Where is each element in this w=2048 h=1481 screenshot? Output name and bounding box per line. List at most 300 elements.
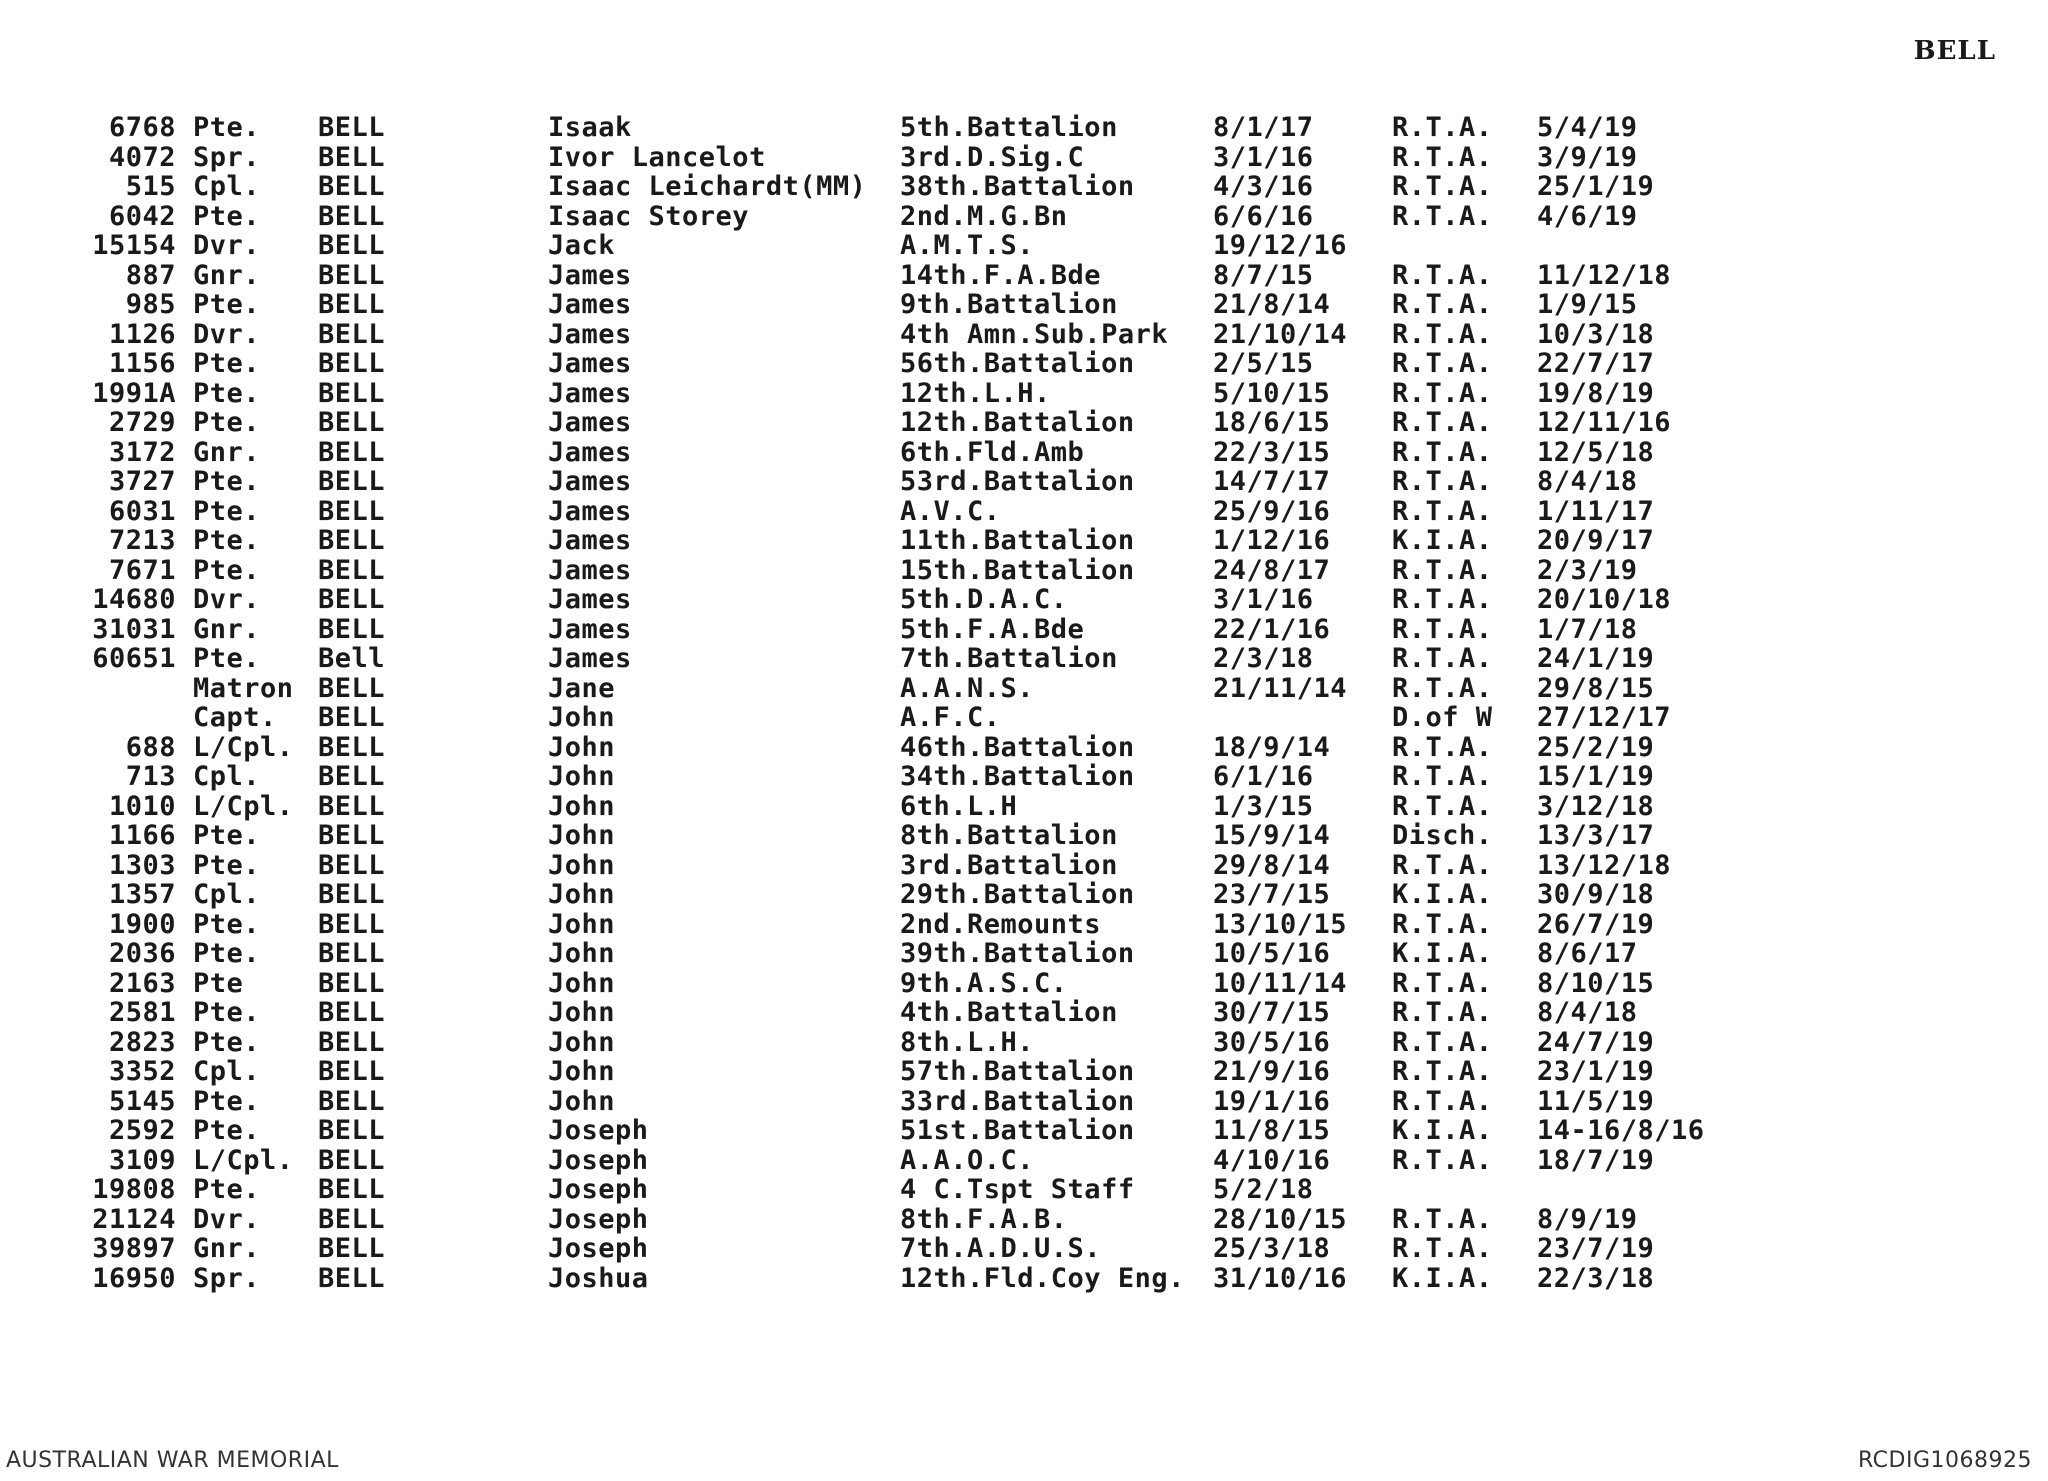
rank: Pte. — [193, 407, 261, 438]
surname: BELL — [318, 348, 386, 379]
rank: Pte. — [193, 849, 261, 881]
roll-entry — [0, 733, 2048, 763]
fate: K.I.A. — [1392, 1262, 1493, 1294]
fate-date: 30/9/18 — [1537, 879, 1655, 910]
rank: Pte. — [193, 289, 261, 320]
archive-reference: RCDIG1068925 — [1857, 1448, 2032, 1473]
enlistment-date: 6/1/16 — [1213, 761, 1314, 792]
service-number: 1166 — [108, 820, 176, 851]
fate-date: 26/7/19 — [1537, 908, 1655, 940]
given-names: Ivor Lancelot — [548, 141, 766, 173]
surname: BELL — [318, 908, 386, 940]
rank: Gnr. — [193, 613, 261, 645]
enlistment-date: 2/3/18 — [1213, 643, 1314, 674]
fate: R.T.A. — [1392, 1085, 1493, 1117]
roll-entry — [0, 998, 2048, 1028]
enlistment-date: 23/7/15 — [1213, 879, 1331, 910]
service-number: 1357 — [108, 879, 176, 910]
fate: R.T.A. — [1392, 1056, 1493, 1087]
unit: 7th.A.D.U.S. — [900, 1233, 1102, 1264]
surname: BELL — [318, 436, 386, 468]
service-number: 2823 — [108, 1026, 176, 1058]
rank: Dvr. — [193, 230, 261, 261]
unit: 4th Amn.Sub.Park — [900, 318, 1169, 350]
rank: Gnr. — [193, 436, 261, 468]
fate-date: 20/10/18 — [1537, 584, 1672, 615]
unit: A.M.T.S. — [900, 230, 1035, 261]
fate-date: 25/2/19 — [1537, 731, 1655, 763]
service-number: 1303 — [108, 849, 176, 881]
fate-date: 22/3/18 — [1537, 1262, 1655, 1294]
rank: Gnr. — [193, 259, 261, 291]
roll-entry — [0, 438, 2048, 468]
fate-date: 13/12/18 — [1537, 849, 1672, 881]
given-names: James — [548, 377, 632, 409]
rank: Pte. — [193, 938, 261, 969]
rank: Pte. — [193, 348, 261, 379]
roll-entry — [0, 143, 2048, 173]
given-names: John — [548, 938, 616, 969]
fate: R.T.A. — [1392, 141, 1493, 173]
service-number: 4072 — [108, 141, 176, 173]
service-number: 2163 — [108, 967, 176, 999]
enlistment-date: 8/1/17 — [1213, 112, 1314, 143]
fate: R.T.A. — [1392, 643, 1493, 674]
service-number: 39897 — [92, 1233, 176, 1264]
enlistment-date: 25/3/18 — [1213, 1233, 1331, 1264]
unit: 8th.L.H. — [900, 1026, 1035, 1058]
surname: BELL — [318, 377, 386, 409]
fate-date: 24/7/19 — [1537, 1026, 1655, 1058]
fate-date: 1/9/15 — [1537, 289, 1638, 320]
service-number: 15154 — [92, 230, 176, 261]
enlistment-date: 4/3/16 — [1213, 171, 1314, 202]
fate: R.T.A. — [1392, 407, 1493, 438]
rank: L/Cpl. — [193, 731, 294, 763]
unit: 51st.Battalion — [900, 1115, 1135, 1146]
fate-date: 4/6/19 — [1537, 200, 1638, 232]
fate: R.T.A. — [1392, 967, 1493, 999]
fate-date: 3/9/19 — [1537, 141, 1638, 173]
fate-date: 1/11/17 — [1537, 495, 1655, 527]
service-number: 2729 — [108, 407, 176, 438]
given-names: Isaac Storey — [548, 200, 750, 232]
unit: 5th.Battalion — [900, 112, 1118, 143]
given-names: James — [548, 466, 632, 497]
roll-entry — [0, 1116, 2048, 1146]
rank: Cpl. — [193, 761, 261, 792]
fate: K.I.A. — [1392, 525, 1493, 556]
service-number: 7671 — [108, 554, 176, 586]
enlistment-date: 15/9/14 — [1213, 820, 1331, 851]
archive-credit: AUSTRALIAN WAR MEMORIAL — [6, 1448, 339, 1473]
roll-entry — [0, 290, 2048, 320]
rank: Dvr. — [193, 584, 261, 615]
fate: K.I.A. — [1392, 879, 1493, 910]
given-names: Jane — [548, 672, 616, 704]
unit: 33rd.Battalion — [900, 1085, 1135, 1117]
rank: Pte. — [193, 200, 261, 232]
surname: BELL — [318, 554, 386, 586]
surname: BELL — [318, 731, 386, 763]
fate-date: 11/5/19 — [1537, 1085, 1655, 1117]
service-number: 688 — [125, 731, 176, 763]
given-names: James — [548, 584, 632, 615]
fate-date: 2/3/19 — [1537, 554, 1638, 586]
fate: Disch. — [1392, 820, 1493, 851]
enlistment-date: 18/9/14 — [1213, 731, 1331, 763]
rank: Pte. — [193, 1085, 261, 1117]
service-number: 1126 — [108, 318, 176, 350]
roll-entry — [0, 320, 2048, 350]
given-names: James — [548, 525, 632, 556]
service-number: 6031 — [108, 495, 176, 527]
service-number: 7213 — [108, 525, 176, 556]
unit: 38th.Battalion — [900, 171, 1135, 202]
fate-date: 24/1/19 — [1537, 643, 1655, 674]
given-names: Joseph — [548, 1115, 649, 1146]
fate: R.T.A. — [1392, 112, 1493, 143]
enlistment-date: 19/12/16 — [1213, 230, 1348, 261]
given-names: Joseph — [548, 1174, 649, 1205]
fate: R.T.A. — [1392, 200, 1493, 232]
surname: BELL — [318, 613, 386, 645]
unit: 12th.Battalion — [900, 407, 1135, 438]
surname: BELL — [318, 230, 386, 261]
roll-entry — [0, 585, 2048, 615]
rank: Cpl. — [193, 171, 261, 202]
enlistment-date: 3/1/16 — [1213, 584, 1314, 615]
roll-entry — [0, 1057, 2048, 1087]
given-names: John — [548, 849, 616, 881]
roll-entry — [0, 467, 2048, 497]
given-names: Joseph — [548, 1203, 649, 1235]
fate: R.T.A. — [1392, 348, 1493, 379]
unit: 2nd.M.G.Bn — [900, 200, 1068, 232]
enlistment-date: 31/10/16 — [1213, 1262, 1348, 1294]
unit: 4th.Battalion — [900, 997, 1118, 1028]
fate: R.T.A. — [1392, 613, 1493, 645]
rank: Pte. — [193, 1026, 261, 1058]
enlistment-date: 21/11/14 — [1213, 672, 1348, 704]
roll-entry — [0, 261, 2048, 291]
rank: Pte. — [193, 1115, 261, 1146]
given-names: James — [548, 348, 632, 379]
fate-date: 23/1/19 — [1537, 1056, 1655, 1087]
service-number: 1156 — [108, 348, 176, 379]
fate-date: 12/11/16 — [1537, 407, 1672, 438]
enlistment-date: 30/5/16 — [1213, 1026, 1331, 1058]
surname: BELL — [318, 938, 386, 969]
service-number: 3109 — [108, 1144, 176, 1176]
surname: BELL — [318, 289, 386, 320]
roll-entry — [0, 674, 2048, 704]
rank: Dvr. — [193, 1203, 261, 1235]
enlistment-date: 14/7/17 — [1213, 466, 1331, 497]
given-names: John — [548, 702, 616, 733]
roll-entry — [0, 349, 2048, 379]
unit: 12th.L.H. — [900, 377, 1051, 409]
roll-entry — [0, 703, 2048, 733]
enlistment-date: 25/9/16 — [1213, 495, 1331, 527]
fate: R.T.A. — [1392, 495, 1493, 527]
roll-entry — [0, 408, 2048, 438]
fate: D.of W — [1392, 702, 1493, 733]
surname: BELL — [318, 1056, 386, 1087]
surname: BELL — [318, 672, 386, 704]
enlistment-date: 3/1/16 — [1213, 141, 1314, 173]
given-names: John — [548, 790, 616, 822]
fate-date: 14-16/8/16 — [1537, 1115, 1705, 1146]
roll-entry — [0, 644, 2048, 674]
enlistment-date: 22/3/15 — [1213, 436, 1331, 468]
roll-entry — [0, 969, 2048, 999]
surname: BELL — [318, 200, 386, 232]
roll-entry — [0, 851, 2048, 881]
enlistment-date: 18/6/15 — [1213, 407, 1331, 438]
given-names: James — [548, 554, 632, 586]
enlistment-date: 24/8/17 — [1213, 554, 1331, 586]
unit: A.A.N.S. — [900, 672, 1035, 704]
given-names: Joseph — [548, 1233, 649, 1264]
surname: BELL — [318, 1115, 386, 1146]
unit: 56th.Battalion — [900, 348, 1135, 379]
service-number: 1991A — [92, 377, 176, 409]
fate: R.T.A. — [1392, 790, 1493, 822]
unit: 6th.L.H — [900, 790, 1018, 822]
roll-entry — [0, 1205, 2048, 1235]
given-names: John — [548, 761, 616, 792]
surname: BELL — [318, 466, 386, 497]
surname: BELL — [318, 171, 386, 202]
surname: BELL — [318, 1262, 386, 1294]
enlistment-date: 8/7/15 — [1213, 259, 1314, 291]
roll-entry — [0, 910, 2048, 940]
fate-date: 29/8/15 — [1537, 672, 1655, 704]
fate: R.T.A. — [1392, 1026, 1493, 1058]
service-number: 21124 — [92, 1203, 176, 1235]
service-number: 515 — [125, 171, 176, 202]
rank: Pte. — [193, 997, 261, 1028]
roll-entry — [0, 1234, 2048, 1264]
surname: BELL — [318, 407, 386, 438]
fate-date: 27/12/17 — [1537, 702, 1672, 733]
roll-entry — [0, 1146, 2048, 1176]
unit: 7th.Battalion — [900, 643, 1118, 674]
fate-date: 1/7/18 — [1537, 613, 1638, 645]
rank: Matron — [193, 672, 294, 704]
fate-date: 8/4/18 — [1537, 466, 1638, 497]
service-number: 5145 — [108, 1085, 176, 1117]
surname: BELL — [318, 820, 386, 851]
unit: 46th.Battalion — [900, 731, 1135, 763]
roll-entry — [0, 113, 2048, 143]
given-names: James — [548, 318, 632, 350]
fate-date: 19/8/19 — [1537, 377, 1655, 409]
unit: 34th.Battalion — [900, 761, 1135, 792]
roll-entry — [0, 880, 2048, 910]
rank: Gnr. — [193, 1233, 261, 1264]
service-number: 6042 — [108, 200, 176, 232]
enlistment-date: 28/10/15 — [1213, 1203, 1348, 1235]
rank: L/Cpl. — [193, 790, 294, 822]
given-names: Jack — [548, 230, 616, 261]
rank: Pte. — [193, 466, 261, 497]
enlistment-date: 10/11/14 — [1213, 967, 1348, 999]
unit: 9th.A.S.C. — [900, 967, 1068, 999]
surname: BELL — [318, 702, 386, 733]
given-names: James — [548, 259, 632, 291]
unit: 3rd.Battalion — [900, 849, 1118, 881]
service-number: 16950 — [92, 1262, 176, 1294]
fate: R.T.A. — [1392, 466, 1493, 497]
unit: 57th.Battalion — [900, 1056, 1135, 1087]
fate: R.T.A. — [1392, 997, 1493, 1028]
unit: 6th.Fld.Amb — [900, 436, 1085, 468]
fate-date: 13/3/17 — [1537, 820, 1655, 851]
unit: 39th.Battalion — [900, 938, 1135, 969]
fate: R.T.A. — [1392, 731, 1493, 763]
fate-date: 8/6/17 — [1537, 938, 1638, 969]
unit: 12th.Fld.Coy Eng. — [900, 1262, 1185, 1294]
given-names: James — [548, 289, 632, 320]
enlistment-date: 13/10/15 — [1213, 908, 1348, 940]
rank: Dvr. — [193, 318, 261, 350]
roll-entry — [0, 231, 2048, 261]
fate-date: 20/9/17 — [1537, 525, 1655, 556]
surname: BELL — [318, 112, 386, 143]
fate: R.T.A. — [1392, 908, 1493, 940]
unit: 14th.F.A.Bde — [900, 259, 1102, 291]
surname: BELL — [318, 318, 386, 350]
service-number: 31031 — [92, 613, 176, 645]
roll-entry — [0, 615, 2048, 645]
surname: BELL — [318, 997, 386, 1028]
fate-date: 8/4/18 — [1537, 997, 1638, 1028]
rank: Pte. — [193, 377, 261, 409]
service-number: 2592 — [108, 1115, 176, 1146]
enlistment-date: 1/3/15 — [1213, 790, 1314, 822]
roll-entry — [0, 497, 2048, 527]
fate: R.T.A. — [1392, 377, 1493, 409]
enlistment-date: 5/10/15 — [1213, 377, 1331, 409]
rank: Pte. — [193, 908, 261, 940]
enlistment-date: 10/5/16 — [1213, 938, 1331, 969]
enlistment-date: 2/5/15 — [1213, 348, 1314, 379]
given-names: John — [548, 1056, 616, 1087]
fate-date: 12/5/18 — [1537, 436, 1655, 468]
roll-entry — [0, 379, 2048, 409]
unit: 11th.Battalion — [900, 525, 1135, 556]
given-names: Joseph — [548, 1144, 649, 1176]
service-number: 1010 — [108, 790, 176, 822]
roll-entry — [0, 1028, 2048, 1058]
service-number: 6768 — [108, 112, 176, 143]
roll-entry — [0, 1175, 2048, 1205]
fate: R.T.A. — [1392, 849, 1493, 881]
fate: R.T.A. — [1392, 1144, 1493, 1176]
surname: BELL — [318, 790, 386, 822]
unit: 3rd.D.Sig.C — [900, 141, 1085, 173]
given-names: John — [548, 879, 616, 910]
rank: Cpl. — [193, 1056, 261, 1087]
service-number: 3172 — [108, 436, 176, 468]
unit: 8th.Battalion — [900, 820, 1118, 851]
fate: K.I.A. — [1392, 938, 1493, 969]
rank: Pte. — [193, 820, 261, 851]
rank: Cpl. — [193, 879, 261, 910]
roll-entry — [0, 172, 2048, 202]
given-names: John — [548, 967, 616, 999]
fate: R.T.A. — [1392, 554, 1493, 586]
service-number: 2581 — [108, 997, 176, 1028]
given-names: Isaak — [548, 112, 632, 143]
roll-entry — [0, 762, 2048, 792]
fate-date: 3/12/18 — [1537, 790, 1655, 822]
given-names: John — [548, 731, 616, 763]
service-number: 2036 — [108, 938, 176, 969]
enlistment-date: 21/8/14 — [1213, 289, 1331, 320]
surname: BELL — [318, 259, 386, 291]
service-number: 19808 — [92, 1174, 176, 1205]
service-number: 3727 — [108, 466, 176, 497]
rank: Spr. — [193, 1262, 261, 1294]
unit: 8th.F.A.B. — [900, 1203, 1068, 1235]
fate: R.T.A. — [1392, 289, 1493, 320]
surname: BELL — [318, 761, 386, 792]
given-names: James — [548, 436, 632, 468]
unit: A.V.C. — [900, 495, 1001, 527]
surname: BELL — [318, 1233, 386, 1264]
fate-date: 5/4/19 — [1537, 112, 1638, 143]
fate-date: 8/10/15 — [1537, 967, 1655, 999]
fate: R.T.A. — [1392, 584, 1493, 615]
fate: K.I.A. — [1392, 1115, 1493, 1146]
service-number: 1900 — [108, 908, 176, 940]
unit: 9th.Battalion — [900, 289, 1118, 320]
given-names: James — [548, 613, 632, 645]
fate-date: 15/1/19 — [1537, 761, 1655, 792]
surname-header: BELL — [1913, 36, 1996, 66]
given-names: Joshua — [548, 1262, 649, 1294]
rank: Pte. — [193, 495, 261, 527]
unit: A.A.O.C. — [900, 1144, 1035, 1176]
roll-entry — [0, 792, 2048, 822]
service-number: 985 — [125, 289, 176, 320]
fate: R.T.A. — [1392, 436, 1493, 468]
rank: Pte. — [193, 525, 261, 556]
surname: BELL — [318, 495, 386, 527]
rank: Spr. — [193, 141, 261, 173]
enlistment-date: 11/8/15 — [1213, 1115, 1331, 1146]
fate-date: 22/7/17 — [1537, 348, 1655, 379]
nominal-roll-list — [0, 113, 2048, 1293]
surname: BELL — [318, 141, 386, 173]
fate-date: 10/3/18 — [1537, 318, 1655, 350]
given-names: James — [548, 643, 632, 674]
surname: BELL — [318, 849, 386, 881]
unit: 29th.Battalion — [900, 879, 1135, 910]
enlistment-date: 4/10/16 — [1213, 1144, 1331, 1176]
roll-entry — [0, 526, 2048, 556]
given-names: John — [548, 820, 616, 851]
unit: 5th.D.A.C. — [900, 584, 1068, 615]
fate-date: 23/7/19 — [1537, 1233, 1655, 1264]
surname: BELL — [318, 1085, 386, 1117]
surname: Bell — [318, 643, 386, 674]
unit: 5th.F.A.Bde — [900, 613, 1085, 645]
service-number: 713 — [125, 761, 176, 792]
